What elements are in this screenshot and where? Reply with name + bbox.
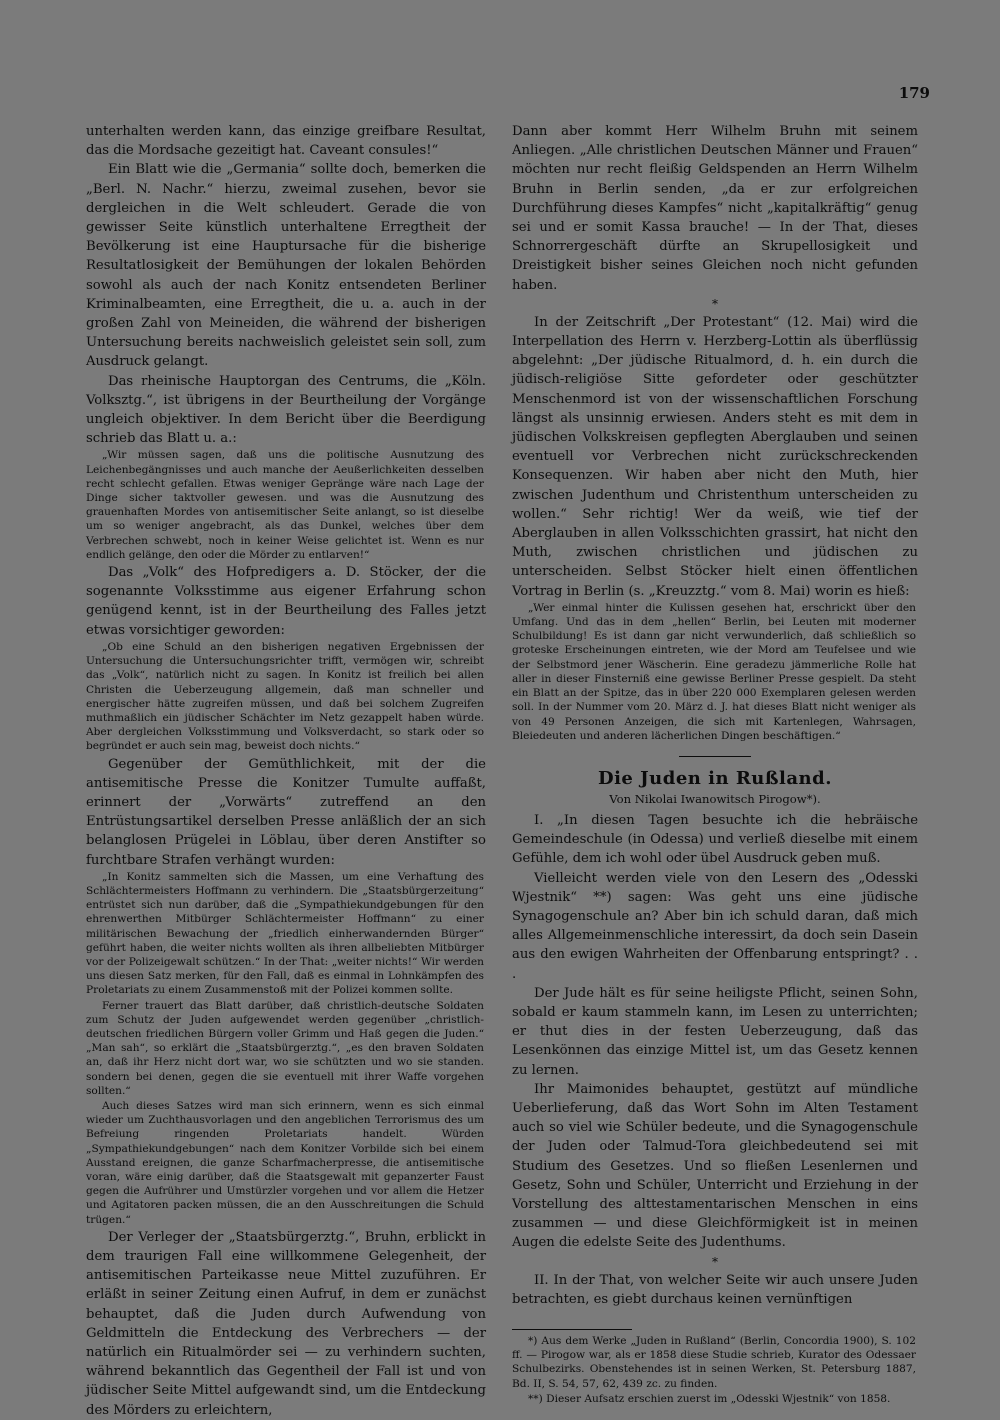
text-paragraph: Auch dieses Satzes wird man sich erinnern, wenn es sich einmal wieder um Zuchthausvorlagen und den angeblichen Terrorismus des um Befreiung ringenden Proletariats handelt. Würden „Sympathiekundgebungen“ nach dem Konitzer Vorbilde sich bei einem Ausstand ereignen, die ganze Scharfmacherpresse, die antisemitische voran, wäre einig darüber, daß die Staatsgewalt mit gepanzerter Faust gegen die Aufrührer und Umstürzler vorgehen und vor allem die Hetzer und Agitatoren packen müssen, die an den Ausschreitungen die Schuld trügen.“ [86,1099,484,1226]
text-paragraph: II. In der That, von welcher Seite wir auch unsere Juden betrachten, es giebt durchaus keinen vernünftigen [512,1272,918,1307]
text-paragraph: Ferner trauert das Blatt darüber, daß christlich-deutsche Soldaten zum Schutz der Juden aufgewendet werden gegenüber „christlich-deutschen friedlichen Bürgern voller Grimm und Haß gegen die Juden.“ „Man sah“, so erklärt die „Staatsbürgerztg.“, „es den braven Soldaten an, daß ihr Herz nicht dort war, wo sie schützten und wo sie standen. sondern bei denen, gegen die sie eventuell mit ihrer Waffe vorgehen sollten.“ [86,999,484,1097]
section-star: * [712,296,718,311]
text-paragraph: Ein Blatt wie die „Germania“ sollte doch, bemerken die „Berl. N. Nachr.“ hierzu, zweimal zusehen, bevor sie dergleichen in die Welt schleudert. Gerade die von gewisser Seite künstlich unterhaltene Erregtheit der Bevölkerung ist eine Hauptursache für die bisherige Resultatlosigkeit der Bemühungen der lokalen Behörden sowohl als auch der nach Konitz entsendeten Berliner Kriminalbeamten, eine Erregtheit, die u. a. auch in der großen Zahl von Meineiden, die während der bisherigen Untersuchung bereits nachweislich geleistet sein soll, zum Ausdruck gelangt. [86,162,486,370]
text-paragraph: Das „Volk“ des Hofpredigers a. D. Stöcker, der die sogenannte Volksstimme aus eigener Erfahrung schon genügend kennt, ist in der Beurtheilung des Falles jetzt etwas vorsichtiger geworden: [86,565,486,638]
text-paragraph: „Wir müssen sagen, daß uns die politische Ausnutzung des Leichenbegängnisses und auch manche der Aeußerlichkeiten desselben recht schlecht gefallen. Etwas weniger Gepränge wäre nach Lage der Dinge sicher taktvoller gewesen. und was die Ausnutzung des grauenhaften Mordes von antisemitischer Seite anlangt, so ist dieselbe um so weniger angebracht, als das Dunkel, welches über dem Verbrechen schwebt, noch in keiner Weise gelichtet ist. Wenn es nur endlich gelänge, den oder die Mörder zu entlarven!“ [86,449,484,561]
text-paragraph: Der Jude hält es für seine heiligste Pflicht, seinen Sohn, sobald er kaum stammeln kann, im Lesen zu unterrichten; er thut dies in der festen Ueberzeugung, daß das Lesenkönnen das einzige Mittel ist, um das Gesetz kennen zu lernen. [512,985,918,1078]
text-paragraph: *) Aus dem Werke „Juden in Rußland“ (Berlin, Concordia 1900), S. 102 ff. — Pirogow war, als er 1858 diese Studie schrieb, Kurator des Odessaer Schulbezirks. Obenstehendes ist in seinen Werken, St. Petersburg 1887, Bd. II, S. 54, 57, 62, 439 zc. zu finden. [512,1334,916,1390]
footnotes [512,1319,918,1407]
text-paragraph: In der Zeitschrift „Der Protestant“ (12. Mai) wird die Interpellation des Herrn v. Herzberg-Lottin als überflüssig abgelehnt: „Der jüdische Ritualmord, d. h. ein durch die jüdisch-religiöse Sitte gefordeter oder geschützter Menschenmord ist von der wissenschaftlichen Forschung längst als unsinnig erwiesen. Anders steht es mit dem in jüdischen Volkskreisen gepflegten Aberglauben und seinen eventuell vor Verbrechen nicht zurückschreckenden Konsequenzen. Wir haben aber nicht den Muth, hier zwischen Judenthum und Christenthum unterscheiden zu wollen.“ Sehr richtig! Wer da weiß, wie tief der Aberglauben in allen Volksschichten grassirt, hat nicht den Muth, zwischen christlichen und jüdischen zu unterscheiden. Selbst Stöcker hielt einen öffentlichen Vortrag in Berlin (s. „Kreuzztg.“ vom 8. Mai) worin es hieß: [512,314,918,599]
article-byline: Von Nikolai Iwanowitsch Pirogow*). [609,791,821,806]
text-paragraph: Der Verleger der „Staatsbürgerztg.“, Bruhn, erblickt in dem traurigen Fall eine willkommene Gelegenheit, der antisemitischen Parteikasse neue Mittel zuzuführen. Er erläßt in seiner Zeitung einen Aufruf, in dem er zunächst behauptet, daß die Juden durch Aufwendung von Geldmitteln die Entdeckung des Verbrechers — der natürlich ein Ritualmörder sei — zu verhindern suchten, während bekanntlich das Gegentheil der Fall ist und von jüdischer Seite Mittel aufgewandt sind, um die Entdeckung des Mörders zu erleichtern, [86,1229,486,1418]
page-number: 179 [898,84,930,102]
text-paragraph: Ihr Maimonides behauptet, gestützt auf mündliche Ueberlieferung, daß das Wort Sohn im Alten Testament auch so viel wie Schüler bedeute, und die Synagogenschule der Juden oder Talmud-Tora gleichbedeutend sei mit Studium des Gesetzes. Und so fließen Lesenlernen und Gesetz, Sohn und Schüler, Unterricht und Erziehung in der Vorstellung des alttestamentarischen Menschen in eins zusammen — und diese Gleichförmigkeit ist in meinen Augen die edelste Seite des Judenthums. [512,1081,918,1251]
footnote-list [512,1334,918,1407]
text-paragraph: I. „In diesen Tagen besuchte ich die hebräische Gemeindeschule (in Odessa) und verließ dieselbe mit einem Gefühle, dem ich wohl oder übel Ausdruck geben muß. [512,812,918,867]
article-body [512,811,918,1309]
text-paragraph: „In Konitz sammelten sich die Massen, um eine Verhaftung des Schlächtermeisters Hoffmann zu verhindern. Die „Staatsbürgerzeitung“ entrüstet sich nun darüber, daß die „Sympathiekundgebungen für den ehrenwerthen Mitbürger Schlächtermeister Hoffmann“ zu einer militärischen Bewachung der „friedlich einherwandernden Bürger“ geführt haben, die weiter nichts wollten als ihren allbeliebten Mitbürger vor der Polizeigewalt schützen.“ In der That: „weiter nichts!“ Wir werden uns diesen Satz merken, für den Fall, daß es einmal in Lohnkämpfen des Proletariats zu einem Zusammenstoß mit der Polizei kommen sollte. [86,870,484,997]
text-paragraph: Dann aber kommt Herr Wilhelm Bruhn mit seinem Anliegen. „Alle christlichen Deutschen Männer und Frauen“ möchten nur recht fleißig Geldspenden an Herrn Wilhelm Bruhn in Berlin senden, „da er zur erfolgreichen Durchführung dieses Kampfes“ nicht „kapitalkräftig“ genug sei und er somit Kassa brauche! — In der That, dieses Schnorrergeschäft dürfte an Skrupellosigkeit und Dreistigkeit bisher seines Gleichen noch nicht gefunden haben. [512,124,918,293]
text-paragraph: Das rheinische Hauptorgan des Centrums, die „Köln. Volksztg.“, ist übrigens in der Beurtheilung der Vorgänge ungleich objektiver. In dem Bericht über die Beerdigung schrieb das Blatt u. a.: [86,373,486,447]
text-paragraph: Gegenüber der Gemüthlichkeit, mit der die antisemitische Presse die Konitzer Tumulte auffaßt, erinnert der „Vorwärts“ zutreffend an den Entrüstungsartikel derselben Presse anläßlich der an sich belanglosen Prügelei in Löblau, über deren Anstifter so furchtbare Strafen verhängt wurden: [86,756,486,868]
text-paragraph: unterhalten werden kann, das einzige greifbare Resultat, das die Mordsache gezeitigt hat. Caveant consules!“ [86,124,486,159]
text-paragraph: „Wer einmal hinter die Kulissen gesehen hat, erschrickt über den Umfang. Und das in dem „hellen“ Berlin, bei Leuten mit moderner Schulbildung! Es ist dann gar nicht verwunderlich, daß schließlich so groteske Erscheinungen eintreten, wie der Mord am Teufelsee und wie der Selbstmord jener Wäscherin. Eine geradezu jämmerliche Rolle hat aller in dieser Finsterniß eine gewisse Berliner Presse gespielt. Da steht ein Blatt an der Spitze, das in über 220 000 Exemplaren gelesen werden soll. In der Nummer vom 20. März d. J. hat dieses Blatt nicht weniger als von 49 Personen Anzeigen, die sich mit Kartenlegen, Wahrsagen, Bleiedeuten und anderen lächerlichen Dingen beschäftigen.“ [512,601,916,742]
footnote-rule [512,1329,632,1330]
text-paragraph: **) Dieser Aufsatz erschien zuerst im „Odesski Wjestnik“ von 1858. [528,1392,891,1405]
right-column-top-text [512,122,918,744]
section-divider [679,756,751,757]
right-column [512,122,918,1407]
text-paragraph: Vielleicht werden viele von den Lesern des „Odesski Wjestnik“ **) sagen: Was geht uns eine jüdische Synagogenschule an? Aber bin ich schuld daran, daß mich alles Allgemeinmenschliche interessirt, da doch sein Dasein aus den ewigen Wahrheiten der Offenbarung entspringt? . . . [512,870,918,982]
left-column [86,122,486,1420]
section-star: * [712,1254,718,1269]
text-paragraph: „Ob eine Schuld an den bisherigen negativen Ergebnissen der Untersuchung die Untersuchungsrichter trifft, vermögen wir, schreibt das „Volk“, natürlich nicht zu sagen. In Konitz ist freilich bei allen Christen die Ueberzeugung allgemein, daß man schneller und energischer hätte zugreifen müssen, und daß bei solchem Zugreifen muthmaßlich ein jüdischer Schächter im Netz gezappelt haben würde. Aber dergleichen Volksstimmung und Volksverdacht, so stark oder so begründet er auch sein mag, beweist doch nichts.“ [86,640,484,753]
article-title: Die Juden in Rußland. [597,767,832,789]
